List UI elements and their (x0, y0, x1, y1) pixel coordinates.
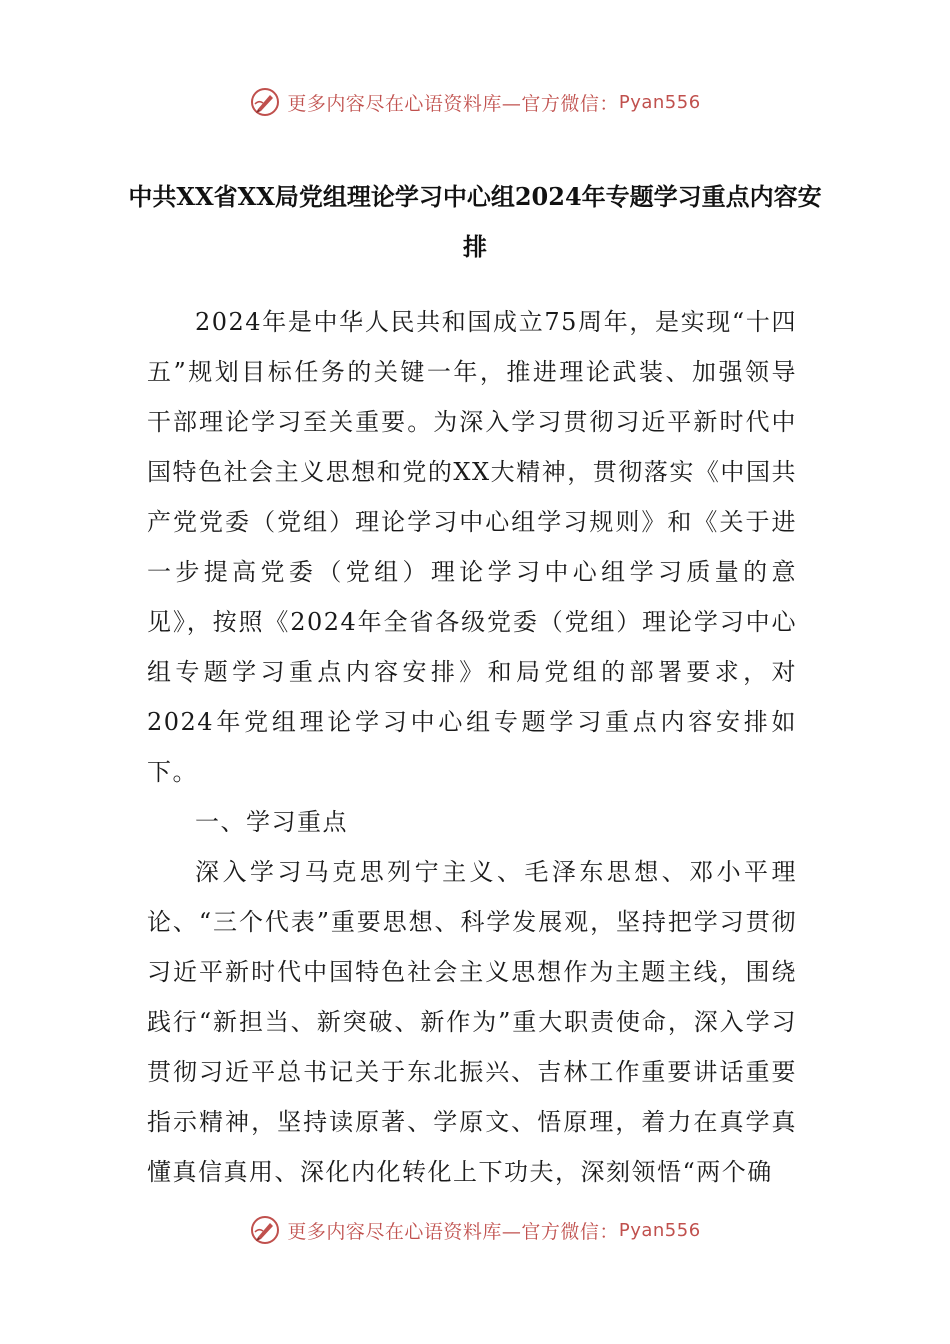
pen-logo-icon (249, 1214, 281, 1246)
banner-wechat-id: Pyan556 (618, 1219, 701, 1241)
banner-text: 更多内容尽在心语资料库—官方微信： (287, 92, 619, 115)
banner-text: 更多内容尽在心语资料库—官方微信： (287, 1220, 619, 1243)
intro-paragraph: 2024年是中华人民共和国成立75周年，是实现“十四五”规划目标任务的关键一年，推进理论武装、加强领导干部理论学习至关重要。为深入学习贯彻习近平新时代中国特色社会主义思想和党的XX大精神，贯彻落实《中国共产党党委（党组）理论学习中心组学习规则》和《关于进一步提高党委（党组）理论学习中心组学习质量的意见》，按照《2024年全省各级党委（党组）理论学习中心组专题学习重点内容安排》和局党组的部署要求，对2024年党组理论学习中心组专题学习重点内容安排如下。 (147, 308, 797, 786)
banner-wechat-id: Pyan556 (618, 91, 701, 113)
document-body (147, 297, 797, 1197)
section-heading: 一、学习重点 (195, 808, 348, 836)
document-title: 中共XX省XX局党组理论学习中心组2024年专题学习重点内容安排 (128, 182, 822, 261)
header-watermark-banner (0, 80, 950, 124)
pen-logo-icon (249, 86, 281, 118)
body-paragraph: 深入学习马克思列宁主义、毛泽东思想、邓小平理论、“三个代表”重要思想、科学发展观，坚持把学习贯彻习近平新时代中国特色社会主义思想作为主题主线，围绕践行“新担当、新突破、新作为”重大职责使命，深入学习贯彻习近平总书记关于东北振兴、吉林工作重要讲话重要指示精神，坚持读原著、学原文、悟原理，着力在真学真懂真信真用、深化内化转化上下功夫，深刻领悟“两个确 (147, 858, 797, 1186)
footer-watermark-banner (0, 1208, 950, 1252)
